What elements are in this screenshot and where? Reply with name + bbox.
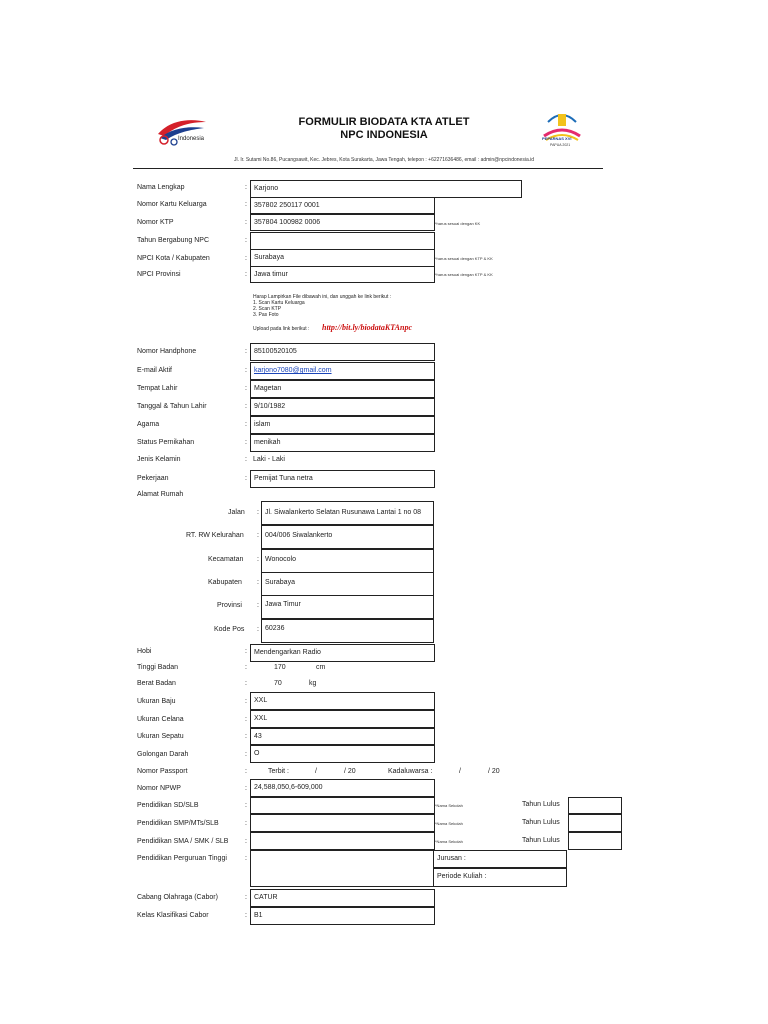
- kecamatan-field[interactable]: Wonocolo: [261, 549, 434, 573]
- kabupaten-field[interactable]: Surabaya: [261, 572, 434, 596]
- pekerjaan-field[interactable]: Pemijat Tuna netra: [250, 470, 435, 488]
- npwp-field[interactable]: 24,588,050,6-609,000: [250, 779, 435, 797]
- hobi-field[interactable]: Mendengarkan Radio: [250, 644, 435, 662]
- passport-terbit-year[interactable]: / 20: [344, 768, 356, 775]
- passport-kadaluarsa-label: Kadaluwarsa :: [388, 768, 433, 775]
- colon: :: [245, 271, 247, 278]
- passport-kadaluarsa-year[interactable]: / 20: [488, 768, 500, 775]
- colon: :: [245, 348, 247, 355]
- pendidikan-smp-field[interactable]: [250, 814, 435, 832]
- smp-tahun-label: Tahun Lulus: [522, 819, 560, 826]
- kelas-klasifikasi-field[interactable]: B1: [250, 907, 435, 925]
- label-passport: Nomor Passport: [137, 768, 188, 775]
- label-pendidikan-pt: Pendidikan Perguruan Tinggi: [137, 855, 227, 862]
- label-email: E-mail Aktif: [137, 367, 173, 374]
- berat-unit: kg: [309, 680, 317, 687]
- colon: :: [245, 698, 247, 705]
- upload-label: Upload pada link berikut :: [253, 326, 310, 332]
- label-berat-badan: Berat Badan: [137, 680, 176, 687]
- label-ukuran-celana: Ukuran Celana: [137, 716, 184, 723]
- label-ktp: Nomor KTP: [137, 219, 174, 226]
- logo-right-text: PEPARNAS XVI: [542, 136, 572, 141]
- colon: :: [245, 820, 247, 827]
- nama-field[interactable]: Karjono: [250, 180, 522, 198]
- npci-kota-field[interactable]: Surabaya: [250, 249, 435, 267]
- tinggi-unit: cm: [316, 664, 326, 671]
- label-pekerjaan: Pekerjaan: [137, 475, 169, 482]
- colon: :: [245, 421, 247, 428]
- label-ukuran-baju: Ukuran Baju: [137, 698, 176, 705]
- lampiran-item: 3. Pas Foto: [253, 312, 279, 318]
- label-pendidikan-sma: Pendidikan SMA / SMK / SLB: [137, 838, 229, 845]
- ktp-field[interactable]: 357804 100982 0006: [250, 214, 435, 231]
- label-cabor: Cabang Olahraga (Cabor): [137, 894, 218, 901]
- label-jalan: Jalan: [228, 509, 245, 516]
- colon: :: [257, 556, 259, 563]
- label-kode-pos: Kode Pos: [214, 626, 245, 633]
- pendidikan-pt-field[interactable]: [250, 850, 435, 887]
- lampiran-item: 2. Scan KTP: [253, 306, 282, 312]
- label-nama: Nama Lengkap: [137, 184, 185, 191]
- colon: :: [245, 751, 247, 758]
- logo-left-text: Indonesia: [178, 136, 205, 142]
- colon: :: [245, 184, 247, 191]
- ukuran-sepatu-field[interactable]: 43: [250, 728, 435, 745]
- colon: :: [245, 475, 247, 482]
- label-tinggi-badan: Tinggi Badan: [137, 664, 178, 671]
- colon: :: [245, 403, 247, 410]
- pt-jurusan-field[interactable]: [433, 850, 567, 868]
- ktp-note: *harus sesuai dengan KK: [435, 221, 481, 226]
- colon: :: [245, 894, 247, 901]
- berat-badan-value[interactable]: 70: [274, 680, 282, 687]
- label-kelas-klasifikasi: Kelas Klasifikasi Cabor: [137, 912, 209, 919]
- colon: :: [257, 532, 259, 539]
- tinggi-badan-value[interactable]: 170: [274, 664, 286, 671]
- colon: :: [245, 802, 247, 809]
- label-kabupaten: Kabupaten: [208, 579, 242, 586]
- label-rt-rw: RT. RW Kelurahan: [186, 532, 244, 539]
- colon: :: [245, 237, 247, 244]
- jenis-kelamin-value[interactable]: Laki - Laki: [253, 456, 285, 463]
- colon: :: [245, 838, 247, 845]
- colon: :: [245, 768, 247, 775]
- colon: :: [245, 255, 247, 262]
- tanggal-lahir-field[interactable]: 9/10/1982: [250, 398, 435, 416]
- smp-tahun-field[interactable]: [568, 814, 622, 832]
- provinsi-note: *harus sesuai dengan KTP & KK: [435, 272, 493, 277]
- provinsi-field[interactable]: Jawa Timur: [261, 595, 434, 619]
- lampiran-item: 1. Scan Kartu Keluarga: [253, 300, 305, 306]
- golongan-darah-field[interactable]: O: [250, 745, 435, 763]
- label-npci-kota: NPCI Kota / Kabupaten: [137, 255, 210, 262]
- colon: :: [245, 680, 247, 687]
- peparnas-logo: [538, 106, 586, 156]
- pendidikan-sma-field[interactable]: [250, 832, 435, 850]
- label-golongan-darah: Golongan Darah: [137, 751, 189, 758]
- email-link[interactable]: karjono7080@gmail.com: [254, 367, 332, 374]
- rt-rw-field[interactable]: 004/006 Siwalankerto: [261, 525, 434, 549]
- page-subtitle: NPC INDONESIA: [340, 129, 428, 141]
- header-divider: [133, 168, 603, 169]
- colon: :: [245, 385, 247, 392]
- label-tanggal-lahir: Tanggal & Tahun Lahir: [137, 403, 207, 410]
- colon: :: [245, 733, 247, 740]
- colon: :: [245, 219, 247, 226]
- jalan-field[interactable]: Jl. Siwalankerto Selatan Rusunawa Lantai 1 no 08: [261, 501, 434, 525]
- agama-field[interactable]: islam: [250, 416, 435, 434]
- colon: :: [245, 367, 247, 374]
- tempat-lahir-field[interactable]: Magetan: [250, 380, 435, 398]
- handphone-field[interactable]: 85100520105: [250, 343, 435, 361]
- kota-note: *harus sesuai dengan KTP & KK: [435, 256, 493, 261]
- colon: :: [245, 201, 247, 208]
- sd-tahun-label: Tahun Lulus: [522, 801, 560, 808]
- tahun-bergabung-field[interactable]: [250, 232, 435, 250]
- status-pernikahan-field[interactable]: menikah: [250, 434, 435, 452]
- sd-note: *Nama Sekolah: [435, 803, 463, 808]
- colon: :: [245, 716, 247, 723]
- label-hobi: Hobi: [137, 648, 152, 655]
- lampiran-intro: Harap Lampirkan File dibawah ini, dan unggah ke link berikut :: [253, 294, 392, 300]
- passport-kadaluarsa-sep[interactable]: /: [459, 768, 461, 775]
- label-npwp: Nomor NPWP: [137, 785, 181, 792]
- colon: :: [257, 579, 259, 586]
- sma-tahun-label: Tahun Lulus: [522, 837, 560, 844]
- label-agama: Agama: [137, 421, 160, 428]
- label-status-pernikahan: Status Pernikahan: [137, 439, 195, 446]
- colon: :: [245, 664, 247, 671]
- ukuran-baju-field[interactable]: XXL: [250, 692, 435, 710]
- ukuran-celana-field[interactable]: XXL: [250, 710, 435, 728]
- label-kecamatan: Kecamatan: [208, 556, 244, 563]
- pt-jurusan-label: Jurusan :: [437, 855, 466, 862]
- pendidikan-sd-field[interactable]: [250, 797, 435, 814]
- colon: :: [245, 439, 247, 446]
- colon: :: [257, 509, 259, 516]
- label-tahun-bergabung: Tahun Bergabung NPC: [137, 237, 209, 244]
- label-npci-provinsi: NPCI Provinsi: [137, 271, 181, 278]
- sma-tahun-field[interactable]: [568, 832, 622, 850]
- pt-periode-field[interactable]: [433, 868, 567, 887]
- label-jenis-kelamin: Jenis Kelamin: [137, 456, 181, 463]
- colon: :: [245, 855, 247, 862]
- label-ukuran-sepatu: Ukuran Sepatu: [137, 733, 184, 740]
- logo-right-subtext: PAPUA 2021: [550, 143, 571, 147]
- label-provinsi: Provinsi: [217, 602, 242, 609]
- colon: :: [245, 648, 247, 655]
- kk-field[interactable]: 357802 250117 0001: [250, 197, 435, 214]
- label-pendidikan-sd: Pendidikan SD/SLB: [137, 802, 199, 809]
- address-line: Jl. Ir. Sutami No.86, Pucangsawit, Kec. Jebres, Kota Surakarta, Jawa Tengah, telepon : +62271636486, email : admin@npcindonesia.id: [233, 157, 535, 163]
- email-field[interactable]: [250, 362, 435, 380]
- colon: :: [245, 785, 247, 792]
- smp-note: *Nama Sekolah: [435, 821, 463, 826]
- colon: :: [257, 626, 259, 633]
- colon: :: [257, 602, 259, 609]
- colon: :: [245, 456, 247, 463]
- label-alamat-rumah: Alamat Rumah: [137, 491, 184, 498]
- page-title: FORMULIR BIODATA KTA ATLET: [298, 116, 470, 128]
- sma-note: *Nama Sekolah: [435, 839, 463, 844]
- kode-pos-field[interactable]: 60236: [261, 619, 434, 643]
- passport-terbit-sep[interactable]: /: [315, 768, 317, 775]
- colon: :: [245, 912, 247, 919]
- passport-terbit-label: Terbit :: [268, 768, 290, 775]
- upload-link[interactable]: http://bit.ly/biodataKTAnpc: [322, 323, 413, 332]
- cabor-field[interactable]: CATUR: [250, 889, 435, 907]
- label-pendidikan-smp: Pendidikan SMP/MTs/SLB: [137, 820, 219, 827]
- label-handphone: Nomor Handphone: [137, 348, 197, 355]
- label-tempat-lahir: Tempat Lahir: [137, 385, 178, 392]
- sd-tahun-field[interactable]: [568, 797, 622, 814]
- npci-provinsi-field[interactable]: Jawa timur: [250, 266, 435, 283]
- label-kk: Nomor Kartu Keluarga: [137, 201, 207, 208]
- pt-periode-label: Periode Kuliah :: [437, 873, 487, 880]
